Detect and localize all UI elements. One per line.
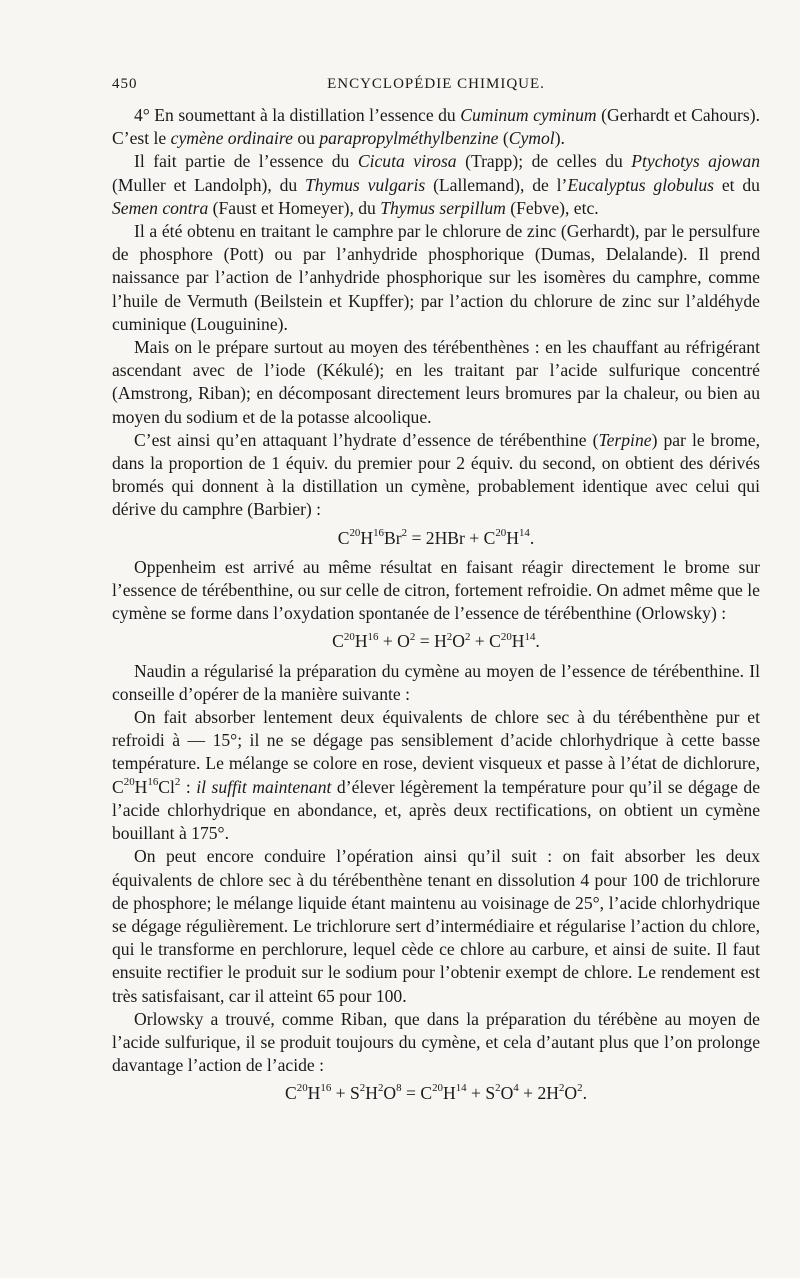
page-header: [112, 76, 760, 100]
paragraph: 4° En soumettant à la distillation l’essence du Cuminum cyminum (Gerhardt et Cahours). C’est le cymène ordinaire ou parapropylméthylbenzine (Cymol).: [112, 105, 761, 149]
chemical-formula: $C^{20}H^{16} + S^2H^2O^8 = C^{20}H^{14} + S^2O^4 + 2H^2O^2$.: [285, 1082, 587, 1104]
paragraph: On fait absorber lentement deux équivalents de chlore sec à du térébenthène pur et refroidi à — 15°; il ne se dégage pas sensiblement d’acide chlorhydrique à cette basse température. Le mélange se colore en rose, devient visqueux et passe à l’état de dichlorure, $C^{20}H^{16}Cl^2$ : il suffit maintenant d’élever légèrement la température pour qu’il se dégage de l’acide chlorhydrique en abondance, et, après deux rectifications, on obtient un cymène bouillant à 175°.: [112, 707, 761, 844]
body-text: [112, 104, 760, 1112]
paragraph: Naudin a régularisé la préparation du cymène au moyen de l’essence de térébenthine. Il conseille d’opérer de la manière suivante :: [112, 660, 760, 704]
paragraph: Il fait partie de l’essence du Cicuta virosa (Trapp); de celles du Ptychotys ajowan (Muller et Landolph), du Thymus vulgaris (Lallemand), de l’Eucalyptus globulus et du Semen contra (Faust et Homeyer), du Thymus serpillum (Febve), etc.: [112, 151, 760, 218]
paragraph: Mais on le prépare surtout au moyen des térébenthènes : en les chauffant au réfrigérant ascendant avec de l’iode (Kékulé); en les traitant par l’acide sulfurique concentré (Amstrong, Riban); en décomposant directement leurs bromures par la chaleur, ou bien au moyen du sodium et de la potasse alcoolique.: [112, 337, 760, 427]
paragraph: Oppenheim est arrivé au même résultat en faisant réagir directement le brome sur l’essence de térébenthine, ou sur celle de citron, fortement refroidie. On admet même que le cymène se forme dans l’oxydation spontanée de l’essence de térébenthine (Orlowsky) :: [112, 556, 760, 624]
paragraph: C’est ainsi qu’en attaquant l’hydrate d’essence de térébenthine (Terpine) par le brome, dans la proportion de 1 équiv. du premier pour 2 équiv. du second, on obtient des dérivés bromés qui donnent à la distillation un cymène, probablement identique avec celui qui dérive du camphre (Barbier) :: [112, 429, 761, 520]
chemical-formula: $C^{20}H^{16}Br^2 = 2HBr + C^{20}H^{14}$.: [337, 526, 535, 548]
running-title: ENCYCLOPÉDIE CHIMIQUE.: [327, 76, 545, 92]
paragraph: On peut encore conduire l’opération ainsi qu’il suit : on fait absorber les deux équivalents de chlore sec à du térébenthène tenant en dissolution 4 pour 100 de trichlorure de phosphore; le mélange liquide étant maintenu au voisinage de 25°, l’acide chlorhydrique se dégage régulièrement. Le trichlorure sert d’intermédiaire et régularise l’action du chlore, qui le transforme en perchlorure, lequel cède ce chlore au carbure, et ainsi de suite. Il faut ensuite rectifier le produit sur le sodium pour l’obtenir exempt de chlore. Le rendement est très satisfaisant, car il atteint 65 pour 100.: [112, 846, 760, 1006]
page-number: 450: [112, 76, 138, 92]
paragraph: Orlowsky a trouvé, comme Riban, que dans la préparation du térébène au moyen de l’acide sulfurique, il se produit toujours du cymène, et cela d’autant plus que l’on prolonge davantage l’action de l’acide :: [112, 1008, 760, 1076]
chemical-formula: $C^{20}H^{16} + O^2 = H^2O^2 + C^{20}H^{14}$.: [332, 630, 540, 652]
paragraph: Il a été obtenu en traitant le camphre par le chlorure de zinc (Gerhardt), par le persulfure de phosphore (Pott) ou par l’anhydride phosphorique (Dumas, Delalande). Il prend naissance par l’action de l’anhydride phosphorique sur les isomères du camphre, comme l’huile de Vermuth (Beilstein et Kupffer); par l’action du chlorure de zinc sur l’aldéhyde cuminique (Louguinine).: [112, 221, 760, 334]
